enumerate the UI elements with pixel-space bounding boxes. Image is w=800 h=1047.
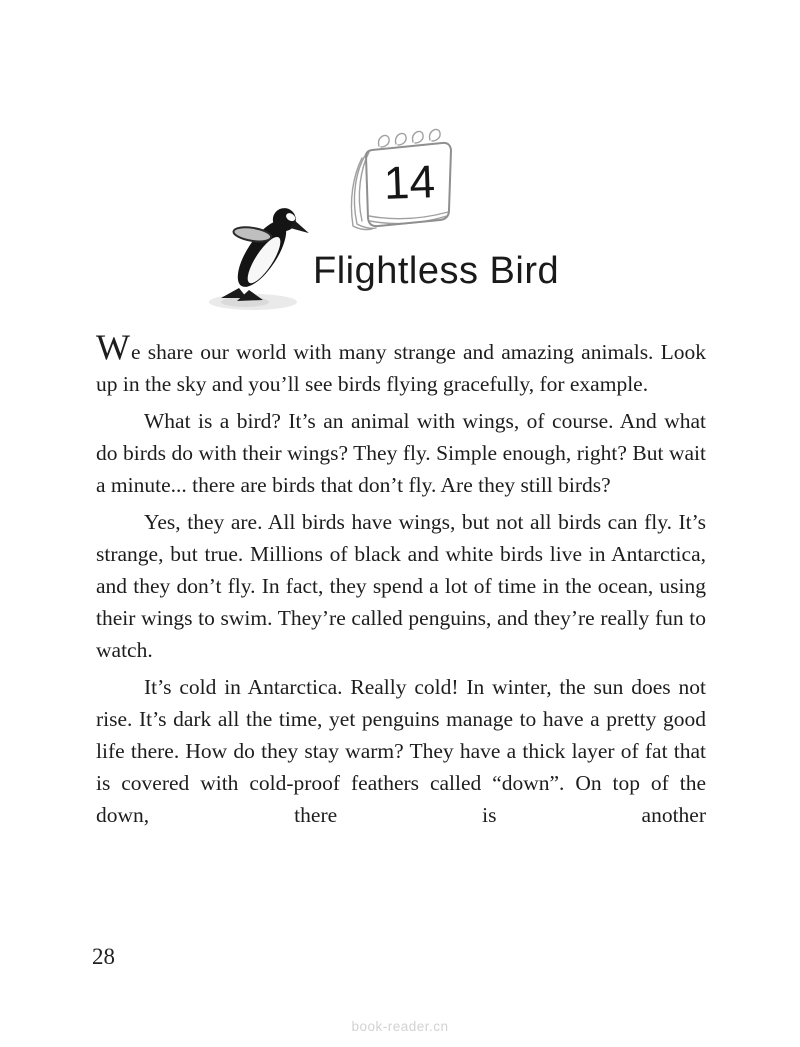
- chapter-title: Flightless Bird: [313, 250, 560, 292]
- paragraph-3: Yes, they are. All birds have wings, but not all birds can fly. It’s strange, but true. Millions of black and white birds live in Antarctica, and they don’t fly. In fact, they spend a lot of time in the ocean, using their wings to swim. They’re called penguins, and they’re really fun to watch.: [96, 510, 706, 662]
- paragraph-1-text: e share our world with many strange and amazing animals. Look up in the sky and you’ll see birds flying gracefully, for example.: [96, 340, 706, 396]
- chapter-number: 14: [382, 155, 436, 209]
- page-number: 28: [92, 944, 115, 969]
- chapter-body: [96, 327, 706, 831]
- penguin-illustration-icon: [205, 192, 330, 314]
- calendar-sketch-icon: [336, 124, 464, 244]
- paragraph-1: [96, 327, 706, 400]
- dropcap-initial: W: [96, 327, 131, 367]
- paragraph-2: What is a bird? It’s an animal with wings, of course. And what do birds do with their wings? They fly. Simple enough, right? But wait a minute... there are birds that don’t fly. Are they still birds?: [96, 409, 706, 497]
- watermark: book-reader.cn: [351, 1019, 449, 1034]
- paragraph-4: It’s cold in Antarctica. Really cold! In winter, the sun does not rise. It’s dark all the time, yet penguins manage to have a pretty good life there. How do they stay warm? They have a thick layer of fat that is covered with cold-proof feathers called “down”. On top of the down, there is another: [96, 675, 706, 827]
